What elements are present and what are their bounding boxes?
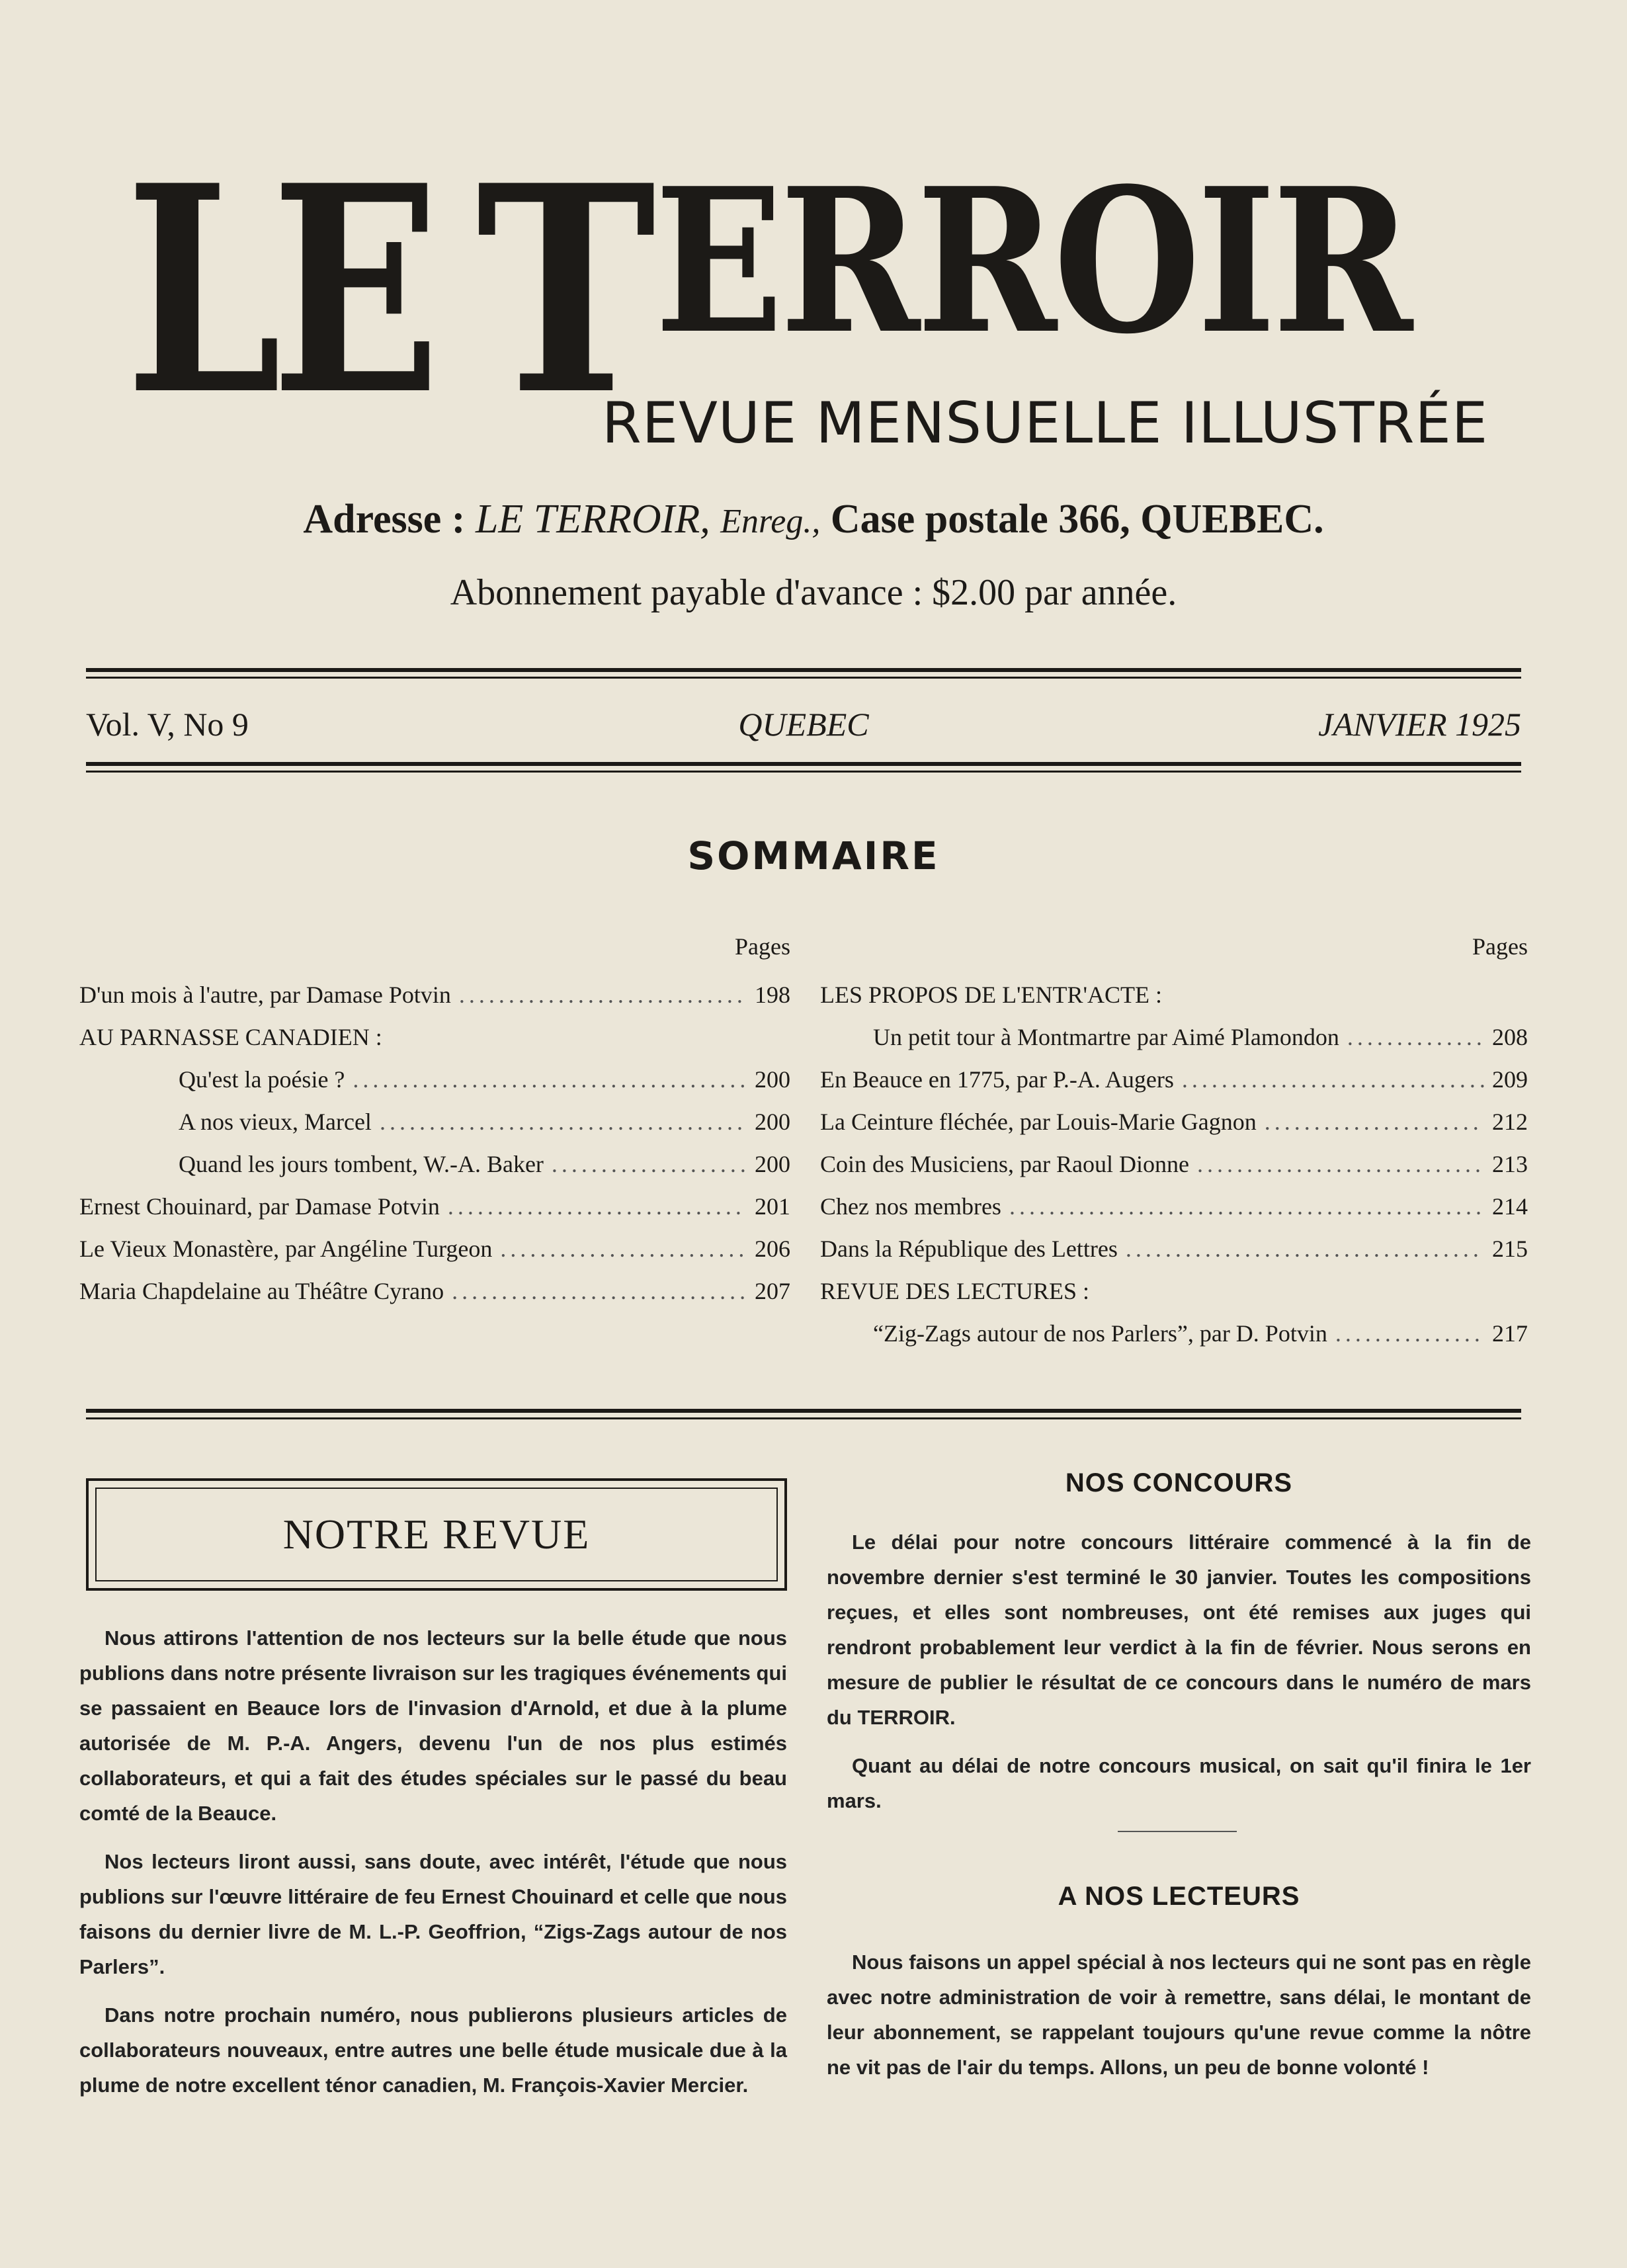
paragraph: Nous faisons un appel spécial à nos lecteurs qui ne sont pas en règle avec notre administration de voir à remettre, sans délai, le montant de leur abonnement, se rappelant toujours qu'une revue comme la nôtre ne vit pas de l'air du temps. Allons, un peu de bonne volonté ! xyxy=(827,1951,1531,2079)
a-nos-lecteurs-title: A NOS LECTEURS xyxy=(1058,1882,1300,1911)
address-label: Adresse : xyxy=(303,497,466,542)
masthead-le: LE xyxy=(126,124,431,458)
toc-entry-title: Qu'est la poésie ? xyxy=(179,1066,345,1093)
toc-leader-dots xyxy=(500,1228,747,1270)
subscription-line: Abonnement payable d'avance : $2.00 par année. xyxy=(450,572,1177,613)
toc-entry xyxy=(79,974,790,1016)
toc-entry xyxy=(79,1143,790,1185)
toc-leader-dots xyxy=(452,1270,747,1312)
address-line xyxy=(0,493,1627,548)
notre-revue-title: NOTRE REVUE xyxy=(95,1488,778,1581)
toc-entry-page: 214 xyxy=(1492,1193,1528,1220)
toc-leader-dots xyxy=(1335,1312,1484,1355)
toc-entry xyxy=(820,1312,1528,1355)
paragraph: Quant au délai de notre concours musical, on sait qu'il finira le 1er mars. xyxy=(827,1754,1531,1812)
paragraph: Le délai pour notre concours littéraire commencé à la fin de novembre dernier s'est terminé le 30 janvier. Toutes les compositions reçues, et elles sont nombreuses, ont été remises aux juges qui rendront probablement leur verdict à la fin de février. Nous serons en mesure de publier le résultat de ce concours dans le numéro de mars du TERROIR. xyxy=(827,1531,1531,1729)
toc-section-heading: AU PARNASSE CANADIEN : xyxy=(79,1024,382,1050)
address-name: LE TERROIR, xyxy=(475,497,710,542)
toc-leader-dots xyxy=(1009,1185,1484,1228)
toc-section-heading: REVUE DES LECTURES : xyxy=(820,1278,1090,1304)
toc-entry xyxy=(79,1058,790,1101)
toc-entry-title: Un petit tour à Montmartre par Aimé Plamondon xyxy=(873,1024,1339,1050)
toc-entry-title: D'un mois à l'autre, par Damase Potvin xyxy=(79,982,451,1008)
toc-leader-dots xyxy=(1347,1016,1484,1058)
issue-city: QUEBEC xyxy=(738,706,869,743)
toc-entry-page: 208 xyxy=(1492,1024,1528,1050)
toc-right-column xyxy=(820,933,1528,1355)
paragraph: Nos lecteurs liront aussi, sans doute, avec intérêt, l'étude que nous publions sur l'œuvre littéraire de feu Ernest Chouinard et celle que nous faisons du dernier livre de M. L.-P. Geoffrion, “Zigs-Zags autour de nos Parlers”. xyxy=(79,1850,787,1978)
masthead-t: T xyxy=(476,124,656,458)
toc-entry-title: “Zig-Zags autour de nos Parlers”, par D. Potvin xyxy=(873,1320,1327,1347)
toc-entry xyxy=(820,1101,1528,1143)
toc-leader-dots xyxy=(448,1185,747,1228)
toc-leader-dots xyxy=(1182,1058,1484,1101)
notre-revue-box xyxy=(86,1478,787,1591)
toc-leader-dots xyxy=(459,974,747,1016)
toc-entry-page: 200 xyxy=(755,1066,790,1093)
toc-entry-page: 206 xyxy=(755,1236,790,1262)
toc-entry-title: Ernest Chouinard, par Damase Potvin xyxy=(79,1193,440,1220)
toc-leader-dots xyxy=(1197,1143,1484,1185)
toc-entry-page: 212 xyxy=(1492,1109,1528,1135)
toc-leader-dots xyxy=(353,1058,747,1101)
masthead-subtitle: REVUE MENSUELLE ILLUSTRÉE xyxy=(602,390,1489,456)
pages-label: Pages xyxy=(735,933,790,960)
address-enreg: Enreg., xyxy=(720,503,821,540)
toc-entry xyxy=(79,1228,790,1270)
masthead-erroir: ERROIR xyxy=(655,144,1409,378)
issue-row xyxy=(86,698,1521,751)
address-rest: Case postale 366, QUEBEC. xyxy=(830,497,1324,542)
toc-entry xyxy=(79,1101,790,1143)
toc-entry xyxy=(79,1185,790,1228)
toc-entry-title: En Beauce en 1775, par P.-A. Augers xyxy=(820,1066,1174,1093)
toc-entry-title: A nos vieux, Marcel xyxy=(179,1109,372,1135)
notre-revue-text xyxy=(79,1620,787,2116)
toc-leader-dots xyxy=(1265,1101,1484,1143)
sommaire-title: SOMMAIRE xyxy=(687,833,940,878)
toc-entry xyxy=(820,1143,1528,1185)
toc-entry xyxy=(820,1228,1528,1270)
divider xyxy=(1118,1831,1237,1832)
toc-entry-page: 217 xyxy=(1492,1320,1528,1347)
rule-bottom xyxy=(86,1409,1521,1419)
toc-entry xyxy=(820,1058,1528,1101)
toc-entry-page: 200 xyxy=(755,1151,790,1177)
masthead xyxy=(126,124,1489,460)
toc-entry xyxy=(820,1016,1528,1058)
toc-entry-page: 200 xyxy=(755,1109,790,1135)
toc-entry-title: Dans la République des Lettres xyxy=(820,1236,1118,1262)
rule-under-issue xyxy=(86,762,1521,773)
pages-label: Pages xyxy=(1472,933,1528,960)
toc-entry xyxy=(79,1270,790,1312)
toc-entry-title: Chez nos membres xyxy=(820,1193,1001,1220)
paragraph: Dans notre prochain numéro, nous publierons plusieurs articles de collaborateurs nouveaux, entre autres une belle étude musicale due à la plume de notre excellent ténor canadien, M. François-Xavier Mercier. xyxy=(79,2003,787,2097)
toc-entry xyxy=(820,1185,1528,1228)
toc-entry-title: Quand les jours tombent, W.-A. Baker xyxy=(179,1151,544,1177)
toc-entry-page: 209 xyxy=(1492,1066,1528,1093)
a-nos-lecteurs-text xyxy=(827,1945,1531,2098)
toc-entry-page: 213 xyxy=(1492,1151,1528,1177)
toc-entry-title: La Ceinture fléchée, par Louis-Marie Gagnon xyxy=(820,1109,1257,1135)
nos-concours-title: NOS CONCOURS xyxy=(1065,1468,1293,1497)
toc-entry-title: Le Vieux Monastère, par Angéline Turgeon xyxy=(79,1236,493,1262)
toc-entry-page: 198 xyxy=(755,982,790,1008)
toc-leader-dots xyxy=(552,1143,747,1185)
toc-entry-title: Maria Chapdelaine au Théâtre Cyrano xyxy=(79,1278,444,1304)
toc-entry-title: Coin des Musiciens, par Raoul Dionne xyxy=(820,1151,1189,1177)
issue-volume: Vol. V, No 9 xyxy=(86,706,249,743)
toc-leader-dots xyxy=(1126,1228,1484,1270)
issue-date: JANVIER 1925 xyxy=(1318,706,1521,743)
toc-entry-page: 201 xyxy=(755,1193,790,1220)
toc-entry-page: 215 xyxy=(1492,1236,1528,1262)
rule-top xyxy=(86,668,1521,679)
toc-left-column xyxy=(79,933,790,1312)
paragraph: Nous attirons l'attention de nos lecteurs sur la belle étude que nous publions dans notre présente livraison sur les tragiques événements qui se passaient en Beauce lors de l'invasion d'Arnold, et due à la plume autorisée de M. P.-A. Angers, devenu l'un de nos plus estimés collaborateurs, et qui a fait des études spéciales sur le passé du beau comté de la Beauce. xyxy=(79,1626,787,1825)
toc-section-heading: LES PROPOS DE L'ENTR'ACTE : xyxy=(820,982,1163,1008)
nos-concours-text xyxy=(827,1525,1531,1831)
toc-leader-dots xyxy=(380,1101,747,1143)
toc-entry-page: 207 xyxy=(755,1278,790,1304)
